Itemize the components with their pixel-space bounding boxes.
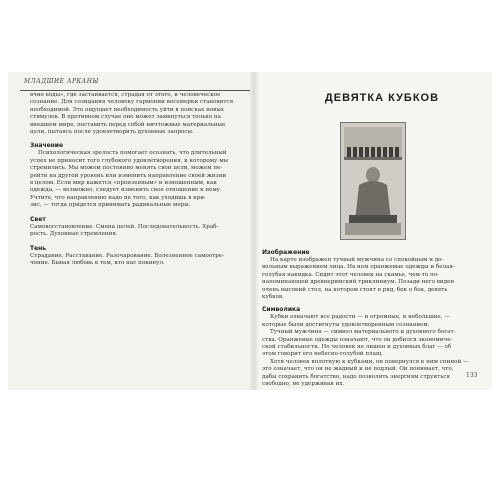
text-line: голубая накидка. Сидит этот человек на скамье, чем-то по- bbox=[262, 271, 440, 278]
text-line: Учтите, что направлению надо не того, как уходишь в кри- bbox=[30, 194, 206, 201]
left-column bbox=[30, 92, 246, 267]
text-line: ства. Оранжевые одежды означают, что он добился экономиче- bbox=[262, 336, 453, 343]
book-gutter bbox=[249, 72, 259, 390]
text-line: вчие воды», где застаивается, страдая от этого, и человеческое bbox=[30, 92, 221, 98]
light-paragraph bbox=[30, 224, 246, 239]
text-line: вольным выражением лица. На нем оранжевые одежды и белая- bbox=[262, 264, 455, 271]
symbol-heading: Символика bbox=[262, 306, 301, 314]
text-line: цели, пытаясь после удовлетворить духовные запросы. bbox=[30, 129, 194, 136]
text-line: Хотя человек вплотную к кубками, он повернулся к ним спиной — bbox=[270, 358, 469, 365]
text-line: зис, — тогда придется принимать радикальные меры. bbox=[30, 202, 191, 209]
text-line: Кубки означают все радости — и огромные, и небольшие, — bbox=[270, 314, 450, 321]
text-line: Психологическая зрелость помогает осознать, что длительный bbox=[38, 150, 227, 157]
shadow-paragraph bbox=[30, 253, 246, 268]
intro-paragraph bbox=[30, 92, 246, 136]
text-line: этом говорит его небесно-голубой плащ. bbox=[262, 351, 383, 358]
text-line: рость. Духовные стремления. bbox=[30, 231, 118, 238]
tarot-card-image bbox=[340, 122, 406, 240]
text-line: необходимой. Это ощущает необходимость уйти в поисках новых bbox=[30, 106, 224, 113]
text-line: ской стабильности. Но человек не лишен и духовных благ — об bbox=[262, 344, 452, 351]
meaning-paragraph bbox=[30, 150, 246, 209]
text-line: свободно, не удерживая их. bbox=[262, 381, 345, 388]
text-line: Самовосстановление. Смена целей. Последовательность. Храб- bbox=[30, 223, 219, 230]
light-heading: Свет bbox=[30, 215, 46, 223]
page-number: 133 bbox=[466, 372, 478, 379]
text-line: внешнем мире, поставить перед собой ничтожные материальные bbox=[30, 121, 226, 128]
text-line: стимулов. В противном случае оно может замкнуться только на bbox=[30, 114, 221, 121]
text-line: рейти на другой уровень или изменить направление своей жизни bbox=[30, 172, 227, 179]
text-line: Страдание. Расставание. Разочарование. Болезненное самоотре- bbox=[30, 252, 225, 259]
text-line: чение. Бывая любовь к тем, кто нас покинул. bbox=[30, 259, 165, 266]
symbol-paragraph-2 bbox=[262, 329, 476, 359]
image-heading: Изображение bbox=[262, 249, 310, 256]
text-line: это означает, что он не жадный и не подлый. Он понимает, что, bbox=[262, 366, 454, 373]
text-line: очень высокий стол, на котором стоят в ряд, бок о бок, девять bbox=[262, 286, 448, 293]
card-title: ДЕВЯТКА КУБКОВ bbox=[324, 92, 440, 104]
right-column bbox=[262, 244, 476, 389]
text-line: успех не приносит того глубокого удовлетворения, к которому мы bbox=[30, 157, 229, 164]
shadow-heading: Тень bbox=[30, 244, 47, 252]
text-line: стремились. Мы можем постоянно менять свои цели, можем пе- bbox=[30, 165, 223, 172]
nine-of-cups-illustration bbox=[341, 123, 405, 239]
text-line: Тучный мужчина — символ материального и духовного богат- bbox=[270, 329, 456, 336]
text-line: сознание. Для созидания человеку гармонии восемерки становится bbox=[30, 99, 234, 106]
running-head: МЛАДШИЕ АРКАНЫ bbox=[24, 78, 99, 85]
text-line: в целом. Если мир кажется «пронзенным» и изношенным, как bbox=[30, 180, 217, 187]
symbol-paragraph-1 bbox=[262, 314, 476, 329]
meaning-heading: Значение bbox=[30, 142, 64, 150]
text-line: кубков. bbox=[262, 294, 284, 301]
header-rule bbox=[20, 90, 250, 91]
text-line: которые были достигнуты удовлетворенным сознанием. bbox=[262, 321, 430, 328]
image-paragraph bbox=[262, 257, 476, 301]
symbol-paragraph-3 bbox=[262, 359, 476, 389]
text-line: напоминающей древнеримский триклиниум. Позади него виден bbox=[262, 279, 455, 286]
text-line: На карте изображен тучный мужчина со спокойным и до- bbox=[270, 257, 444, 263]
text-line: дабы сохранить богатство, надо позволить энергиям струиться bbox=[262, 373, 450, 380]
text-line: одежда, — возможно, следует изменить свое отношение к нему. bbox=[30, 187, 222, 194]
